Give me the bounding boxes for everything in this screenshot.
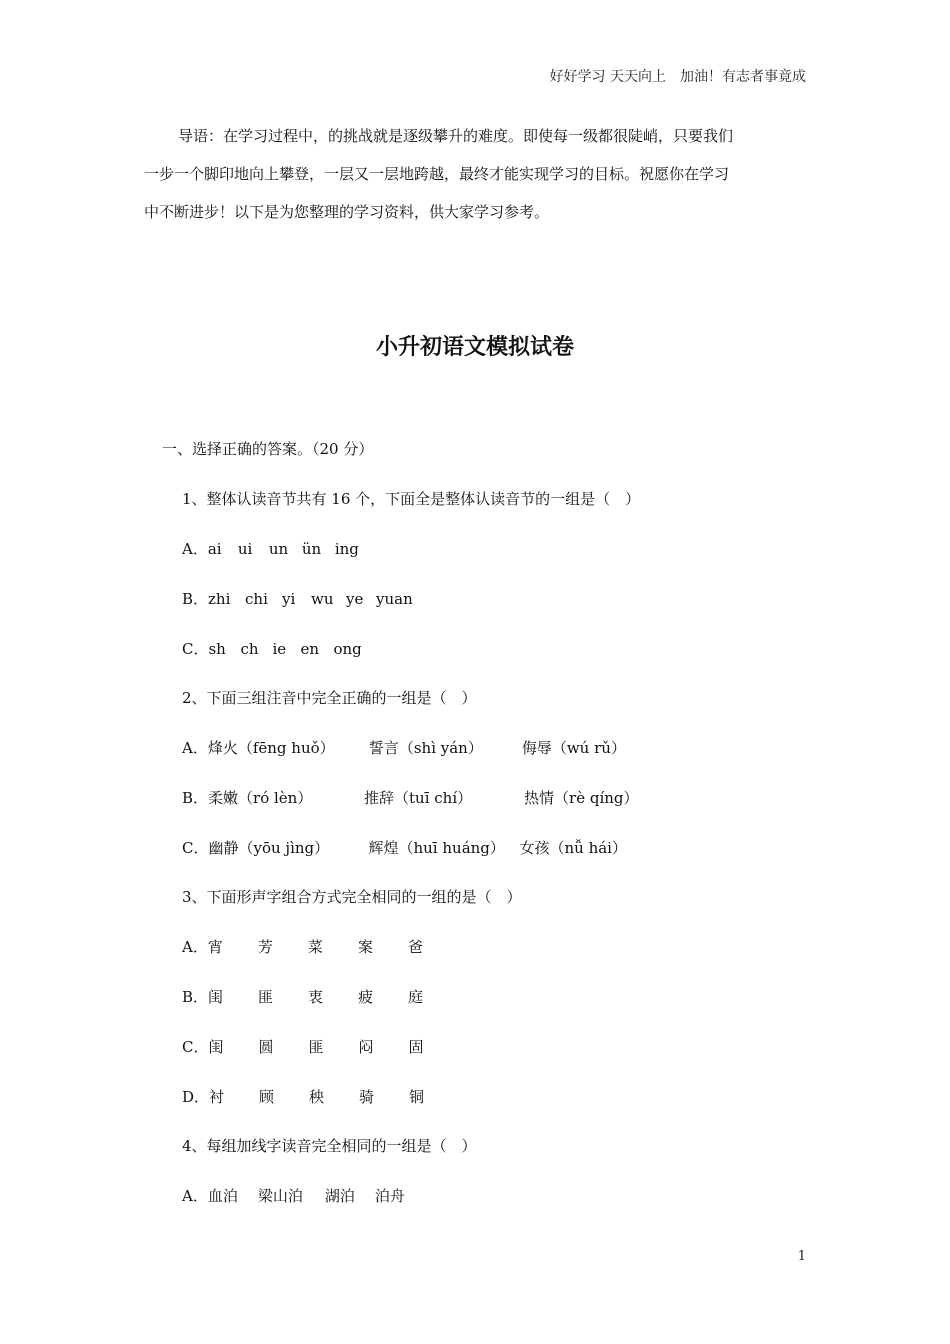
option-item: 烽火（fēng huǒ）: [207, 739, 335, 757]
option-item: 热情（rè qíng）: [524, 789, 639, 807]
option-label: D．: [182, 1088, 210, 1106]
option-item: 骑: [359, 1088, 375, 1106]
option-item: 圆: [258, 1038, 274, 1056]
option-item: 闷: [358, 1038, 374, 1056]
option-item: 匪: [258, 988, 274, 1006]
option-item: 爸: [407, 938, 423, 956]
option-item: 誓言（shì yán）: [368, 739, 483, 757]
question-1-option-b: [182, 588, 413, 609]
question-2-option-c: [182, 837, 627, 858]
option-item: 庭: [408, 988, 424, 1006]
option-item: 匪: [308, 1038, 324, 1056]
option-item: un: [268, 540, 289, 558]
option-label: A．: [182, 938, 208, 956]
option-item: chi: [245, 590, 268, 608]
question-1-stem: 1、整体认读音节共有 16 个，下面全是整体认读音节的一组是（ ）: [182, 490, 641, 508]
option-item: 衷: [308, 988, 324, 1006]
option-item: 湖泊: [324, 1187, 355, 1205]
option-item: 柔嫩（ró lèn）: [208, 789, 313, 807]
option-item: 闺: [208, 1038, 224, 1056]
question-3-stem: 3、下面形声字组合方式完全相同的一组的是（ ）: [182, 888, 522, 906]
option-item: ie: [272, 640, 287, 658]
page-header: 好好学习 天天向上 加油！有志者事竟成: [549, 69, 806, 85]
option-label: A．: [182, 540, 208, 558]
option-item: 泊舟: [374, 1187, 405, 1205]
option-item: 辉煌（huī huáng）: [368, 839, 505, 857]
option-item: 固: [408, 1038, 424, 1056]
option-label: C．: [182, 839, 209, 857]
option-label: B．: [182, 988, 209, 1006]
option-item: ye: [346, 590, 364, 608]
option-item: ong: [333, 640, 362, 658]
page-number: 1: [797, 1249, 806, 1264]
question-3-option-c: [182, 1036, 424, 1057]
option-item: 疲: [358, 988, 374, 1006]
question-4-option-a: [182, 1185, 405, 1206]
question-2-stem: 2、下面三组注音中完全正确的一组是（ ）: [182, 689, 477, 707]
option-label: B．: [182, 590, 209, 608]
option-item: 侮辱（wú rǔ）: [521, 739, 626, 757]
option-item: 推辞（tuī chí）: [364, 789, 473, 807]
option-item: 幽静（yōu jìng）: [208, 839, 330, 857]
option-item: 宵: [207, 938, 223, 956]
intro-line-2: 一步一个脚印地向上攀登，一层又一层地跨越，最终才能实现学习的目标。祝愿你在学习: [144, 165, 730, 183]
option-label: C．: [182, 1038, 209, 1056]
option-item: zhi: [208, 590, 231, 608]
option-item: 闺: [208, 988, 224, 1006]
option-item: 秧: [309, 1088, 325, 1106]
question-3-option-d: [182, 1086, 424, 1107]
option-item: 芳: [257, 938, 273, 956]
question-2-option-b: [182, 787, 639, 808]
option-item: ui: [237, 540, 253, 558]
intro-line-1: 导语：在学习过程中，的挑战就是逐级攀升的难度。即使每一级都很陡峭，只要我们: [178, 127, 734, 145]
option-item: wu: [311, 590, 334, 608]
option-item: 顾: [259, 1088, 275, 1106]
page-title: 小升初语文模拟试卷: [375, 335, 574, 360]
option-item: en: [300, 640, 320, 658]
section-heading: 一、选择正确的答案。（20 分）: [162, 440, 374, 458]
option-item: ch: [240, 640, 259, 658]
question-1-option-c: [182, 638, 362, 659]
option-label: B．: [182, 789, 209, 807]
option-item: 女孩（nǚ hái）: [519, 839, 627, 857]
question-1-option-a: [182, 538, 359, 559]
option-item: yuan: [376, 590, 413, 608]
option-label: A．: [182, 739, 208, 757]
option-item: sh: [208, 640, 226, 658]
intro-line-3: 中不断进步！以下是为您整理的学习资料，供大家学习参考。: [144, 203, 550, 221]
question-3-option-b: [182, 986, 423, 1007]
question-4-stem: 4、每组加线字读音完全相同的一组是（ ）: [182, 1137, 477, 1155]
question-3-option-a: [182, 936, 423, 957]
option-item: 菜: [307, 938, 323, 956]
option-item: 血泊: [207, 1187, 238, 1205]
option-item: 铜: [409, 1088, 425, 1106]
option-item: ai: [207, 540, 222, 558]
option-item: ün: [301, 540, 322, 558]
option-item: yi: [282, 590, 296, 608]
option-label: A．: [182, 1187, 208, 1205]
option-item: ing: [334, 540, 359, 558]
option-item: 衬: [209, 1088, 225, 1106]
option-label: C．: [182, 640, 209, 658]
question-2-option-a: [182, 737, 626, 758]
option-item: 梁山泊: [257, 1187, 303, 1205]
option-item: 案: [357, 938, 373, 956]
